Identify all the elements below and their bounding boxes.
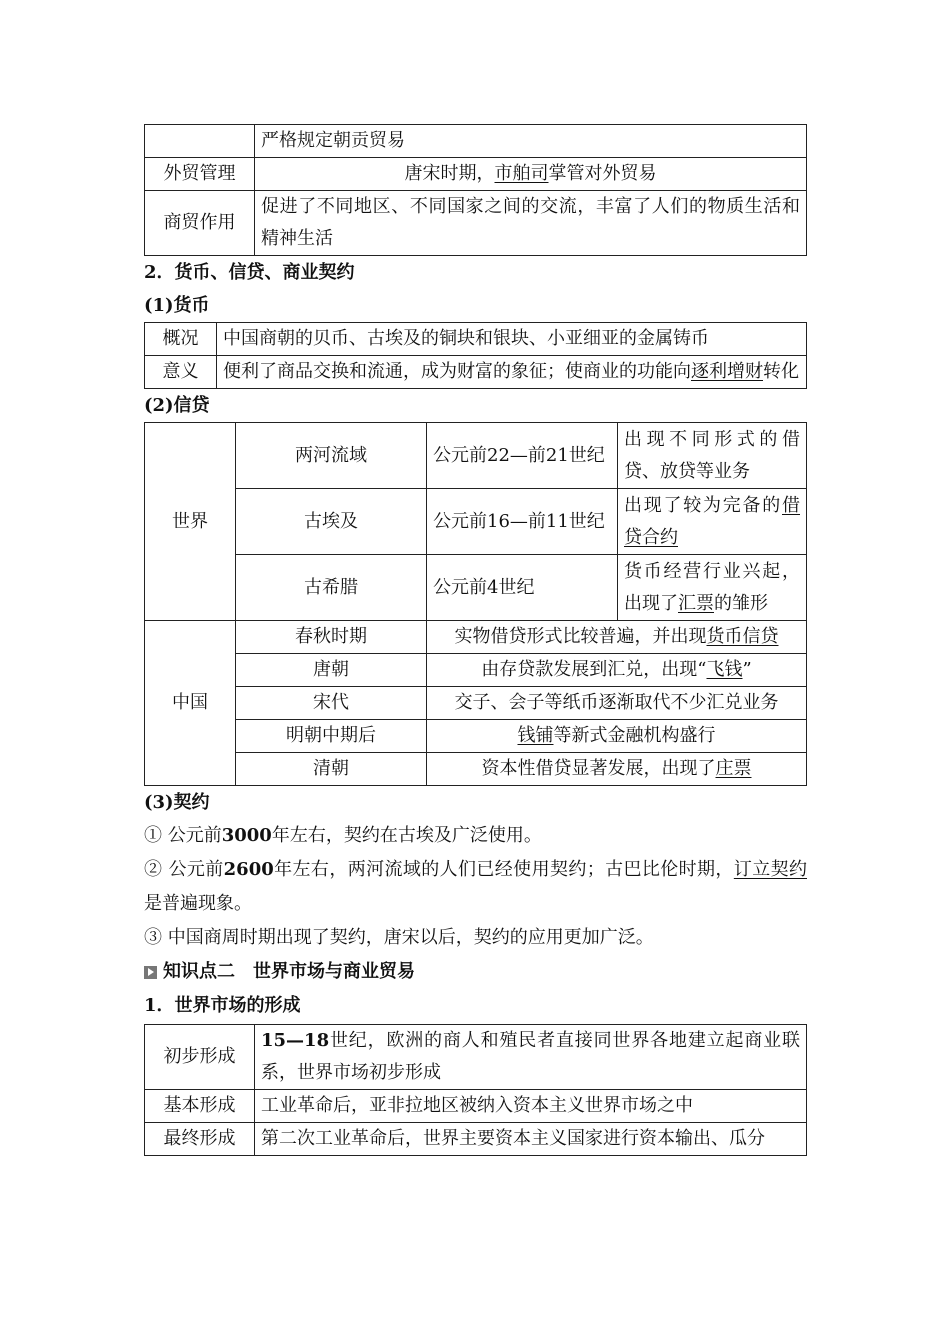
table-row — [145, 720, 807, 753]
period-cell: 公元前22—前21世纪 — [427, 423, 618, 489]
period-cell: 清朝 — [236, 753, 427, 786]
subsection-heading: (3)契约 — [144, 792, 210, 813]
row-content — [217, 356, 807, 389]
row-content: 中国商朝的贝币、古埃及的铜块和银块、小亚细亚的金属铸币 — [217, 323, 807, 356]
table-row — [145, 489, 807, 555]
text-segment: 出现了较为完备的 — [624, 494, 782, 516]
text-segment: ” — [742, 659, 752, 680]
text-segment: 由存贷款发展到汇兑，出现“ — [481, 659, 707, 680]
event-cell — [427, 753, 807, 786]
table-row — [145, 323, 807, 356]
table-row — [145, 687, 807, 720]
text-segment: 转化 — [763, 361, 799, 382]
subsection-heading: (2)信贷 — [144, 395, 210, 416]
period-cell: 明朝中期后 — [236, 720, 427, 753]
underlined-term: 市舶司 — [494, 163, 549, 184]
table-row — [145, 753, 807, 786]
table-row — [145, 1090, 807, 1123]
row-content — [255, 158, 807, 191]
knowledge-point-heading — [144, 955, 807, 989]
underlined-term: 钱铺 — [517, 725, 554, 746]
text-segment: ① 公元前 — [144, 825, 222, 846]
table-row — [145, 356, 807, 389]
row-label: 商贸作用 — [145, 191, 255, 256]
period-cell: 公元前16—前11世纪 — [427, 489, 618, 555]
text-segment: ③ 中国商周时期出现了契约，唐宋以后，契约的应用更加广泛。 — [144, 927, 654, 948]
underlined-term: 借贷合约 — [624, 494, 800, 548]
table-row — [145, 555, 807, 621]
credit-table — [144, 422, 807, 786]
currency-table — [144, 322, 807, 389]
trade-management-table — [144, 124, 807, 256]
bold-number: 15—18 — [261, 1030, 330, 1051]
event-cell — [427, 654, 807, 687]
document-page — [144, 124, 807, 1156]
row-content: 第二次工业革命后，世界主要资本主义国家进行资本输出、瓜分 — [255, 1123, 807, 1156]
text-segment: 交子、会子等纸币逐渐取代不少汇兑业务 — [454, 692, 779, 713]
period-cell: 宋代 — [236, 687, 427, 720]
event-cell — [618, 555, 807, 621]
bold-number: 2600 — [223, 859, 274, 880]
region-cell: 古希腊 — [236, 555, 427, 621]
world-market-table — [144, 1024, 807, 1156]
row-label: 基本形成 — [145, 1090, 255, 1123]
event-cell — [427, 687, 807, 720]
underlined-term: 庄票 — [715, 758, 752, 779]
contract-item — [144, 819, 807, 853]
row-label — [145, 125, 255, 158]
event-cell — [618, 489, 807, 555]
text-segment: 实物借贷形式比较普遍，并出现 — [454, 626, 707, 647]
event-cell — [427, 621, 807, 654]
underlined-term: 逐利增财 — [691, 361, 763, 382]
event-cell — [618, 423, 807, 489]
row-label: 概况 — [145, 323, 217, 356]
knowledge-point-title: 知识点二 世界市场与商业贸易 — [163, 961, 415, 982]
text-segment: 年左右，两河流域的人们已经使用契约；古巴比伦时期， — [273, 859, 734, 880]
text-segment: 便利了商品交换和流通，成为财富的象征；使商业的功能向 — [223, 361, 691, 382]
contract-item — [144, 921, 807, 955]
text-segment: 是普遍现象。 — [144, 893, 252, 914]
table-row — [145, 191, 807, 256]
world-label: 世界 — [145, 423, 236, 621]
contract-item — [144, 853, 807, 921]
table-row — [145, 654, 807, 687]
underlined-term: 货币信贷 — [706, 626, 779, 647]
period-cell: 春秋时期 — [236, 621, 427, 654]
region-cell: 古埃及 — [236, 489, 427, 555]
china-label: 中国 — [145, 621, 236, 786]
text-segment: 的雏形 — [714, 592, 768, 614]
table-row — [145, 423, 807, 489]
row-label: 外贸管理 — [145, 158, 255, 191]
text-segment: 世纪，欧洲的商人和殖民者直接同世界各地建立起商业联系，世界市场初步形成 — [261, 1030, 800, 1083]
underlined-term: 汇票 — [678, 592, 714, 614]
text-segment: ② 公元前 — [144, 859, 224, 880]
bold-number: 3000 — [221, 825, 272, 846]
table-row — [145, 1025, 807, 1090]
text-segment: 货币经营行业兴起，出现了 — [624, 560, 800, 614]
subsection-heading: (1)货币 — [144, 295, 210, 316]
text-segment: 掌管对外贸易 — [548, 163, 657, 184]
period-cell: 唐朝 — [236, 654, 427, 687]
period-cell: 公元前4世纪 — [427, 555, 618, 621]
underlined-term: 飞钱 — [706, 659, 743, 680]
table-row — [145, 621, 807, 654]
play-triangle-icon — [144, 966, 157, 979]
underlined-term: 订立契约 — [733, 859, 807, 880]
section-heading: 2．货币、信贷、商业契约 — [144, 262, 355, 283]
region-cell: 两河流域 — [236, 423, 427, 489]
section-heading: 1．世界市场的形成 — [144, 995, 301, 1016]
table-row — [145, 125, 807, 158]
table-row — [145, 158, 807, 191]
text-segment: 等新式金融机构盛行 — [553, 725, 716, 746]
text-segment: 资本性借贷显著发展，出现了 — [481, 758, 716, 779]
row-label: 最终形成 — [145, 1123, 255, 1156]
text-segment: 唐宋时期， — [404, 163, 495, 184]
text-segment: 年左右，契约在古埃及广泛使用。 — [271, 825, 542, 846]
table-row — [145, 1123, 807, 1156]
row-label: 初步形成 — [145, 1025, 255, 1090]
text-segment: 出现不同形式的借贷、放贷等业务 — [624, 428, 800, 482]
event-cell — [427, 720, 807, 753]
row-label: 意义 — [145, 356, 217, 389]
row-content: 促进了不同地区、不同国家之间的交流，丰富了人们的物质生活和精神生活 — [255, 191, 807, 256]
row-content: 严格规定朝贡贸易 — [255, 125, 807, 158]
row-content: 工业革命后，亚非拉地区被纳入资本主义世界市场之中 — [255, 1090, 807, 1123]
row-content — [255, 1025, 807, 1090]
